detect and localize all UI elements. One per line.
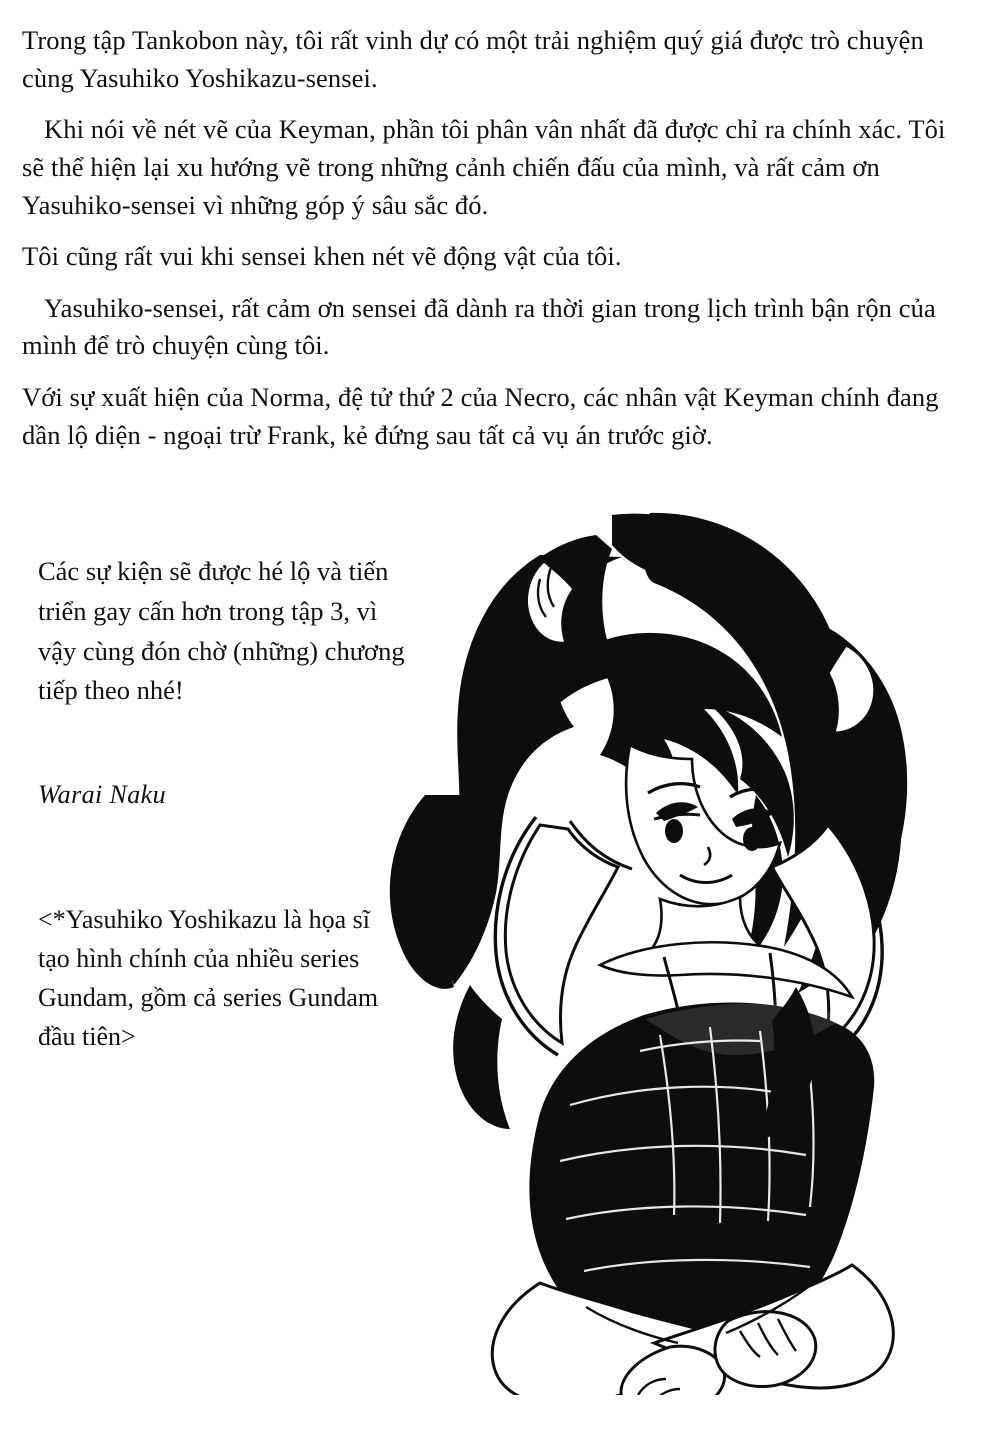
author-signature: Warai Naku xyxy=(38,780,166,809)
afterword-text-column xyxy=(22,22,957,468)
paragraph-1: Trong tập Tankobon này, tôi rất vinh dự có một trải nghiệm quý giá được trò chuyện cùng Yasuhiko Yoshikazu-sensei. xyxy=(22,25,924,93)
paragraph-4: Yasuhiko-sensei, rất cảm ơn sensei đã dành ra thời gian trong lịch trình bận rộn của mình để trò chuyện cùng tôi. xyxy=(22,292,936,361)
events-text: Các sự kiện sẽ được hé lộ và tiến triển gay cấn hơn trong tập 3, vì vậy cùng đón chờ (những) chương tiếp theo nhé! xyxy=(38,556,405,706)
paragraph-3: Tôi cũng rất vui khi sensei khen nét vẽ động vật của tôi. xyxy=(22,241,622,272)
paragraph-5: Với sự xuất hiện của Norma, đệ tử thứ 2 của Necro, các nhân vật Keyman chính đang dần lộ diện - ngoại trừ Frank, kẻ đứng sau tất cả vụ án trước giờ. xyxy=(22,382,939,450)
manga-illustration-seated-girl xyxy=(240,495,980,1395)
footnote-text: <*Yasuhiko Yoshikazu là họa sĩ tạo hình chính của nhiều series Gundam, gồm cả series Gundam đầu tiên> xyxy=(38,905,379,1051)
paragraph-2: Khi nói về nét vẽ của Keyman, phần tôi phân vân nhất đã được chỉ ra chính xác. Tôi sẽ thể hiện lại xu hướng vẽ trong những cảnh chiến đấu của mình, và rất cảm ơn Yasuhiko-sensei vì những góp ý sâu sắc đó. xyxy=(22,114,946,220)
